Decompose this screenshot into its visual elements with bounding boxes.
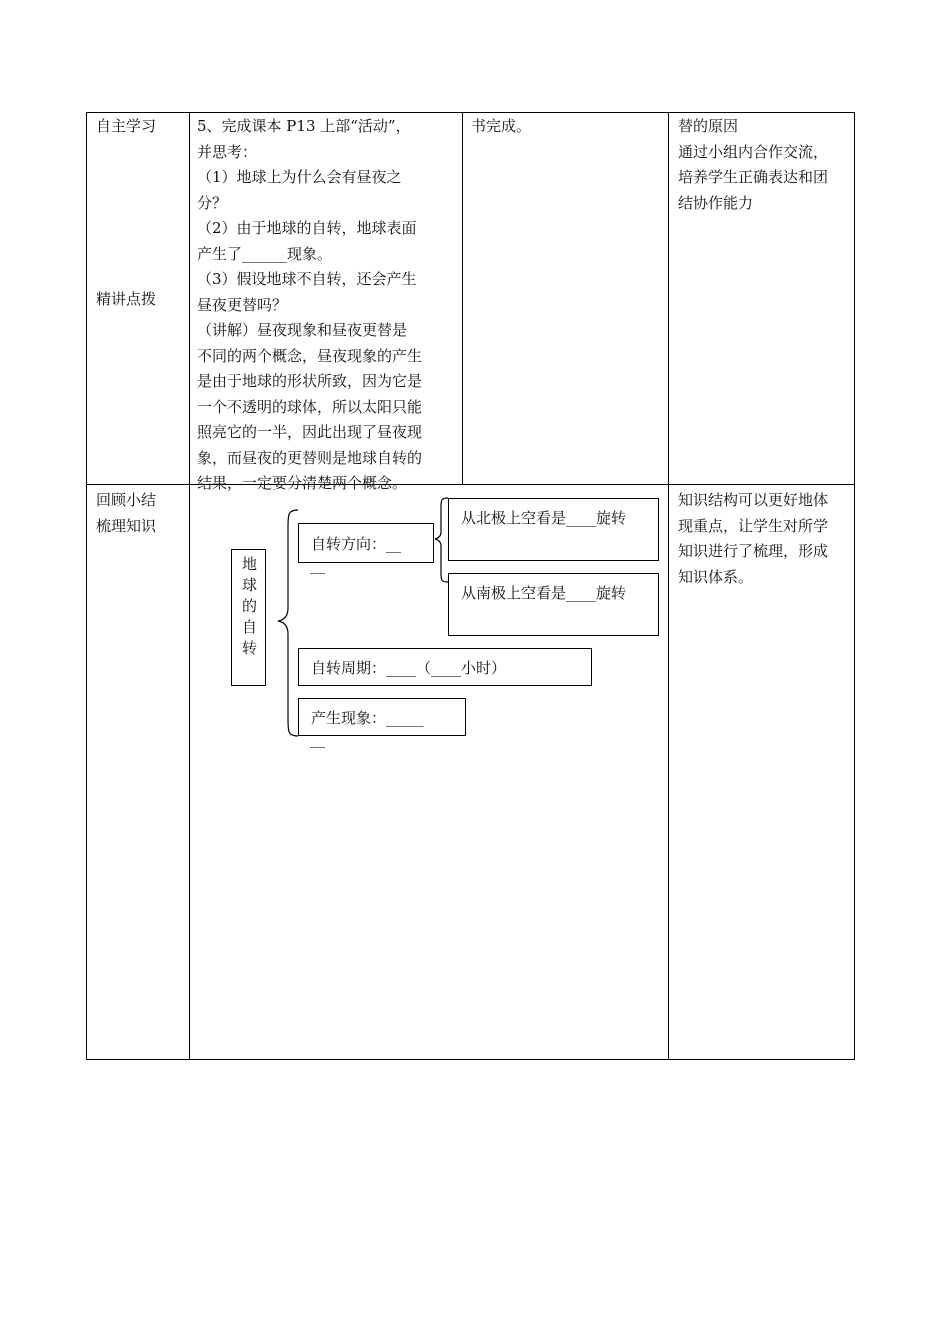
rotation-direction-continuation: __: [310, 556, 325, 574]
intent-line: 知识结构可以更好地体: [678, 491, 829, 509]
phenomenon-label: 产生现象：_____: [311, 709, 424, 727]
activity-line: 产生了______现象。: [197, 244, 333, 263]
intent-line: 培养学生正确表达和团: [678, 168, 829, 186]
stage-self-study: 自主学习: [96, 117, 157, 135]
activity-line: 照亮它的一半，因此出现了昼夜现: [197, 423, 423, 441]
activity-line: 不同的两个概念，昼夜现象的产生: [197, 346, 423, 365]
activity-line: 一个不透明的球体，所以太阳只能: [197, 397, 423, 416]
rotation-direction-label: 自转方向：__: [311, 535, 402, 553]
activity-line: 象，而昼夜的更替则是地球自转的: [197, 448, 423, 467]
activity-line: 结果，一定要分清楚两个概念。: [197, 474, 408, 492]
student-activity: 书完成。: [471, 117, 532, 135]
review-line: 梳理知识: [96, 516, 157, 535]
intent-line: 替的原因: [678, 117, 739, 135]
diagram-root-label: 地球的自转: [240, 556, 258, 661]
column-divider-1: [189, 112, 190, 1060]
activity-line: （2）由于地球的自转，地球表面: [197, 219, 417, 237]
south-pole-view-label: 从南极上空看是____旋转: [461, 584, 627, 602]
table-border-right: [854, 112, 855, 1060]
intent-line: 结协作能力: [678, 193, 754, 212]
table-border-bottom: [86, 1059, 855, 1060]
stage-review: [96, 488, 156, 539]
design-intent: [678, 114, 850, 216]
activity-line: 并思考：: [197, 142, 258, 161]
review-line: 回顾小结: [96, 491, 157, 509]
main-brace: [270, 508, 300, 738]
activity-content: [197, 114, 459, 497]
phenomenon-continuation: __: [310, 730, 325, 748]
activity-line: 分？: [197, 193, 228, 212]
column-divider-2: [462, 112, 463, 484]
rotation-period-box: [298, 648, 592, 686]
table-border-top: [86, 112, 855, 113]
activity-line: （讲解）昼夜现象和昼夜更替是: [197, 321, 408, 339]
diagram-root-box: [231, 549, 266, 686]
stage-key-explanation: 精讲点拨: [96, 290, 157, 308]
intent-line: 知识进行了梳理，形成: [678, 542, 829, 560]
north-pole-view-box: [448, 498, 659, 561]
intent-line: 现重点，让学生对所学: [678, 516, 829, 535]
north-pole-view-label: 从北极上空看是____旋转: [461, 509, 627, 527]
rotation-period-label: 自转周期：____（____小时）: [311, 659, 507, 677]
column-divider-3: [668, 112, 669, 1060]
activity-line: （3）假设地球不自转，还会产生: [197, 270, 417, 288]
table-border-left: [86, 112, 87, 1060]
activity-line: 昼夜更替吗？: [197, 295, 288, 314]
review-intent: [678, 488, 850, 590]
activity-line: （1）地球上为什么会有昼夜之: [197, 168, 402, 186]
intent-line: 知识体系。: [678, 567, 754, 586]
activity-line: 5、完成课本 P13 上部“活动”，: [197, 117, 411, 135]
activity-line: 是由于地球的形状所致，因为它是: [197, 372, 423, 390]
intent-line: 通过小组内合作交流，: [678, 142, 829, 161]
south-pole-view-box: [448, 573, 659, 636]
